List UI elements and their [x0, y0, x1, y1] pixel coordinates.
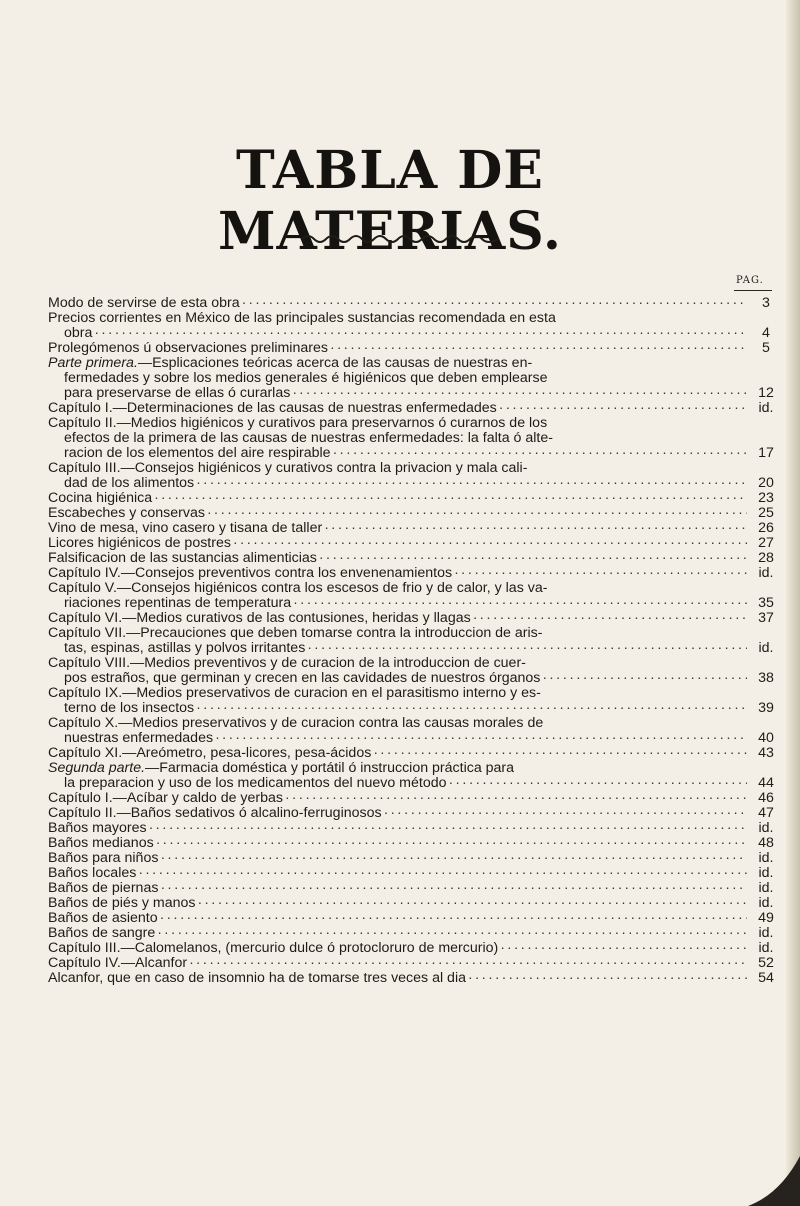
toc-entry-line [48, 791, 783, 806]
toc-entry-text: Baños de piés y manos [48, 895, 196, 911]
toc-entry [48, 536, 783, 551]
toc-entry-text: Capítulo IV.—Consejos preventivos contra los envenenamientos [48, 565, 453, 581]
toc-entry-line [48, 896, 783, 911]
toc-entry-text: Capítulo III.—Consejos higiénicos y curativos contra la privacion y mala cali- [48, 460, 528, 476]
toc-entry-text: efectos de la primera de las causas de nuestras enfermedades: la falta ó alte- [64, 430, 553, 446]
toc-entry [48, 881, 783, 896]
toc-entry-line [48, 776, 783, 791]
toc-entry-line [48, 341, 783, 356]
dot-leader [197, 896, 747, 911]
toc-page-number: 49 [758, 910, 774, 926]
toc-entry-text: Baños locales [48, 865, 137, 881]
dot-leader [207, 506, 747, 521]
toc-entry-text: la preparacion y uso de los medicamentos del nuevo método [64, 775, 447, 791]
dot-leader [160, 911, 747, 926]
toc-page-number: 48 [758, 835, 774, 851]
toc-entry-text: —Esplicaciones teóricas acerca de las causas de nuestras en- [137, 355, 533, 371]
toc-entry-line [48, 506, 783, 521]
toc-entry [48, 416, 783, 461]
toc-entry [48, 836, 783, 851]
toc-entry [48, 521, 783, 536]
toc-page-number: 20 [758, 475, 774, 491]
toc-entry [48, 851, 783, 866]
toc-entry-line [48, 701, 783, 716]
toc-entry [48, 896, 783, 911]
dot-leader [330, 341, 747, 356]
toc-page-number: id. [758, 880, 774, 896]
dot-leader [160, 851, 747, 866]
toc-entry-text: Baños de piernas [48, 880, 159, 896]
toc-entry-line [48, 296, 783, 311]
dot-leader [196, 701, 747, 716]
toc-page-number: 12 [758, 385, 774, 401]
toc-entry [48, 311, 783, 341]
toc-page-number: 35 [758, 595, 774, 611]
dot-leader [293, 596, 747, 611]
toc-entry-text: Falsificacion de las sustancias alimenticias [48, 550, 317, 566]
dot-leader [499, 401, 747, 416]
toc-entry-text: Cocina higiénica [48, 490, 153, 506]
toc-page-number: id. [758, 640, 774, 656]
dot-leader [233, 536, 747, 551]
toc-entry-line [48, 881, 783, 896]
dot-leader [154, 491, 747, 506]
toc-entry-text: Capítulo III.—Calomelanos, (mercurio dulce ó protocloruro de mercurio) [48, 940, 499, 956]
toc-entry-text: terno de los insectos [64, 700, 195, 716]
toc-entry-text: Capítulo XI.—Areómetro, pesa-licores, pesa-ácidos [48, 745, 372, 761]
toc-page-number: 37 [758, 610, 774, 626]
dot-leader [449, 776, 747, 791]
toc-entry-text: Prolegómenos ú observaciones preliminares [48, 340, 328, 356]
toc-entry-line [48, 806, 783, 821]
toc-page-number: 52 [758, 955, 774, 971]
toc-entry [48, 926, 783, 941]
toc-entry-line [48, 911, 783, 926]
toc-entry-line [48, 926, 783, 941]
toc-entry-line [48, 641, 783, 656]
part-heading: Segunda parte. [48, 760, 146, 776]
toc-entry [48, 506, 783, 521]
toc-entry [48, 656, 783, 686]
dot-leader [196, 476, 747, 491]
toc-entry-line [48, 941, 783, 956]
toc-entry-line [48, 866, 783, 881]
toc-page-number: 5 [762, 340, 770, 356]
dot-leader [149, 821, 747, 836]
dot-leader [333, 446, 747, 461]
toc-entry-line [48, 731, 783, 746]
dot-leader [384, 806, 747, 821]
toc-page-number: 43 [758, 745, 774, 761]
dot-leader [156, 836, 747, 851]
toc-entry [48, 761, 783, 791]
toc-entry [48, 686, 783, 716]
toc-entry-line [48, 956, 783, 971]
table-of-contents [48, 296, 783, 986]
toc-entry-line [48, 566, 783, 581]
toc-entry-text: Capítulo I.—Determinaciones de las causas de nuestras enfermedades [48, 400, 497, 416]
dot-leader [157, 926, 747, 941]
toc-entry [48, 461, 783, 491]
dot-leader [307, 641, 747, 656]
toc-entry-text: Baños de asiento [48, 910, 158, 926]
toc-entry-text: Baños mayores [48, 820, 147, 836]
toc-entry [48, 716, 783, 746]
toc-entry [48, 791, 783, 806]
dot-leader [468, 971, 747, 986]
toc-page-number: 26 [758, 520, 774, 536]
toc-entry-line [48, 851, 783, 866]
toc-entry-text: Capítulo IV.—Alcanfor [48, 955, 188, 971]
toc-page-number: 17 [758, 445, 774, 461]
toc-entry-text: Precios corrientes en México de las principales sustancias recomendada en esta [48, 310, 556, 326]
toc-entry-text: nuestras enfermedades [64, 730, 214, 746]
dot-leader [189, 956, 747, 971]
toc-entry-line [48, 536, 783, 551]
dot-leader [373, 746, 747, 761]
dot-leader [215, 731, 747, 746]
toc-entry-line [48, 836, 783, 851]
toc-entry-line [48, 416, 783, 431]
toc-page-number: id. [758, 850, 774, 866]
toc-entry-line [48, 596, 783, 611]
toc-page-number: id. [758, 400, 774, 416]
toc-entry [48, 971, 783, 986]
toc-entry-text: obra [64, 325, 93, 341]
toc-entry-line [48, 761, 783, 776]
toc-entry-text: Alcanfor, que en caso de insomnio ha de tomarse tres veces al dia [48, 970, 466, 986]
toc-entry-line [48, 716, 783, 731]
toc-entry-text: Baños medianos [48, 835, 154, 851]
toc-entry-text: Capítulo II.—Medios higiénicos y curativos para preservarnos ó curarnos de los [48, 415, 548, 431]
toc-entry-line [48, 461, 783, 476]
toc-entry [48, 356, 783, 401]
dot-leader [94, 326, 747, 341]
toc-page-number: 27 [758, 535, 774, 551]
toc-entry-text: tas, espinas, astillas y polvos irritantes [64, 640, 306, 656]
dot-leader [473, 611, 747, 626]
page-title: TABLA DE MATERIAS. [217, 140, 563, 262]
toc-page-number: 39 [758, 700, 774, 716]
toc-entry [48, 626, 783, 656]
toc-entry-text: Licores higiénicos de postres [48, 535, 231, 551]
toc-entry-text: pos estraños, que germinan y crecen en las cavidades de nuestros órganos [64, 670, 541, 686]
dot-leader [242, 296, 747, 311]
toc-entry [48, 746, 783, 761]
toc-entry [48, 806, 783, 821]
toc-entry [48, 551, 783, 566]
toc-entry-line [48, 746, 783, 761]
toc-entry-text: Modo de servirse de esta obra [48, 295, 240, 311]
toc-entry [48, 611, 783, 626]
toc-page-number: 3 [762, 295, 770, 311]
dot-leader [292, 386, 747, 401]
toc-entry-line [48, 971, 783, 986]
toc-entry-text: Capítulo X.—Medios preservativos y de curacion contra las causas morales de [48, 715, 544, 731]
toc-entry [48, 296, 783, 311]
toc-entry-text: Capítulo V.—Consejos higiénicos contra los escesos de frio y de calor, y las va- [48, 580, 548, 596]
toc-entry-line [48, 491, 783, 506]
toc-page-number: 44 [758, 775, 774, 791]
toc-entry-line [48, 626, 783, 641]
toc-entry-text: Capítulo I.—Acíbar y caldo de yerbas [48, 790, 284, 806]
toc-page-number: id. [758, 565, 774, 581]
toc-page-number: 47 [758, 805, 774, 821]
toc-page-number: 38 [758, 670, 774, 686]
toc-page-number: 46 [758, 790, 774, 806]
toc-entry-line [48, 656, 783, 671]
toc-page-number: id. [758, 820, 774, 836]
toc-entry-text: Baños para niños [48, 850, 159, 866]
toc-entry-text: Escabeches y conservas [48, 505, 205, 521]
toc-entry-line [48, 521, 783, 536]
dot-leader [500, 941, 747, 956]
toc-page-number: id. [758, 895, 774, 911]
page-column-rule [734, 290, 772, 291]
toc-page-number: 28 [758, 550, 774, 566]
toc-entry-line [48, 671, 783, 686]
dot-leader [324, 521, 747, 536]
toc-entry-text: Capítulo VIII.—Medios preventivos y de curacion de la introduccion de cuer- [48, 655, 526, 671]
toc-page-number: id. [758, 865, 774, 881]
toc-entry-line [48, 311, 783, 326]
toc-page-number: 23 [758, 490, 774, 506]
toc-entry-text: Capítulo VI.—Medios curativos de las contusiones, heridas y llagas [48, 610, 471, 626]
toc-page-number: 54 [758, 970, 774, 986]
toc-entry [48, 911, 783, 926]
toc-page-number: id. [758, 940, 774, 956]
toc-entry-text: fermedades y sobre los medios generales é higiénicos que deben emplearse [64, 370, 548, 386]
toc-page-number: 25 [758, 505, 774, 521]
toc-entry-text: Capítulo IX.—Medios preservativos de curacion en el parasitismo interno y es- [48, 685, 541, 701]
toc-entry-line [48, 326, 783, 341]
toc-entry-text: Baños de sangre [48, 925, 156, 941]
toc-entry-text: Capítulo VII.—Precauciones que deben tomarse contra la introduccion de aris- [48, 625, 543, 641]
toc-entry-text: Vino de mesa, vino casero y tisana de taller [48, 520, 323, 536]
toc-entry-line [48, 431, 783, 446]
toc-entry [48, 866, 783, 881]
toc-entry [48, 956, 783, 971]
toc-entry-text: riaciones repentinas de temperatura [64, 595, 292, 611]
toc-page-number: 40 [758, 730, 774, 746]
toc-entry [48, 491, 783, 506]
toc-entry-line [48, 551, 783, 566]
toc-entry [48, 341, 783, 356]
toc-entry [48, 581, 783, 611]
toc-entry [48, 566, 783, 581]
toc-entry-text: racion de los elementos del aire respirable [64, 445, 331, 461]
toc-entry-line [48, 386, 783, 401]
toc-entry-line [48, 476, 783, 491]
part-heading: Parte primera. [48, 355, 138, 371]
toc-page-number: id. [758, 925, 774, 941]
dot-leader [319, 551, 747, 566]
toc-entry [48, 401, 783, 416]
dot-leader [454, 566, 747, 581]
dot-leader [542, 671, 747, 686]
toc-entry-line [48, 581, 783, 596]
toc-entry-text: Capítulo II.—Baños sedativos ó alcalino-ferruginosos [48, 805, 382, 821]
page-column-header: PAG. [736, 275, 764, 286]
dot-leader [138, 866, 747, 881]
toc-entry [48, 821, 783, 836]
page-corner-fold [740, 1146, 800, 1206]
toc-entry-line [48, 611, 783, 626]
page-edge [786, 0, 800, 1206]
toc-entry-text: dad de los alimentos [64, 475, 195, 491]
toc-entry-line [48, 686, 783, 701]
toc-entry-line [48, 446, 783, 461]
toc-entry-text: para preservarse de ellas ó curarlas [64, 385, 291, 401]
toc-entry-text: —Farmacia doméstica y portátil ó instruccion práctica para [145, 760, 515, 776]
dot-leader [160, 881, 747, 896]
toc-entry-line [48, 356, 783, 371]
dot-leader [285, 791, 747, 806]
toc-page-number: 4 [762, 325, 770, 341]
toc-entry-line [48, 821, 783, 836]
toc-entry [48, 941, 783, 956]
toc-entry-line [48, 401, 783, 416]
ornament-divider-icon [300, 232, 500, 246]
toc-entry-line [48, 371, 783, 386]
